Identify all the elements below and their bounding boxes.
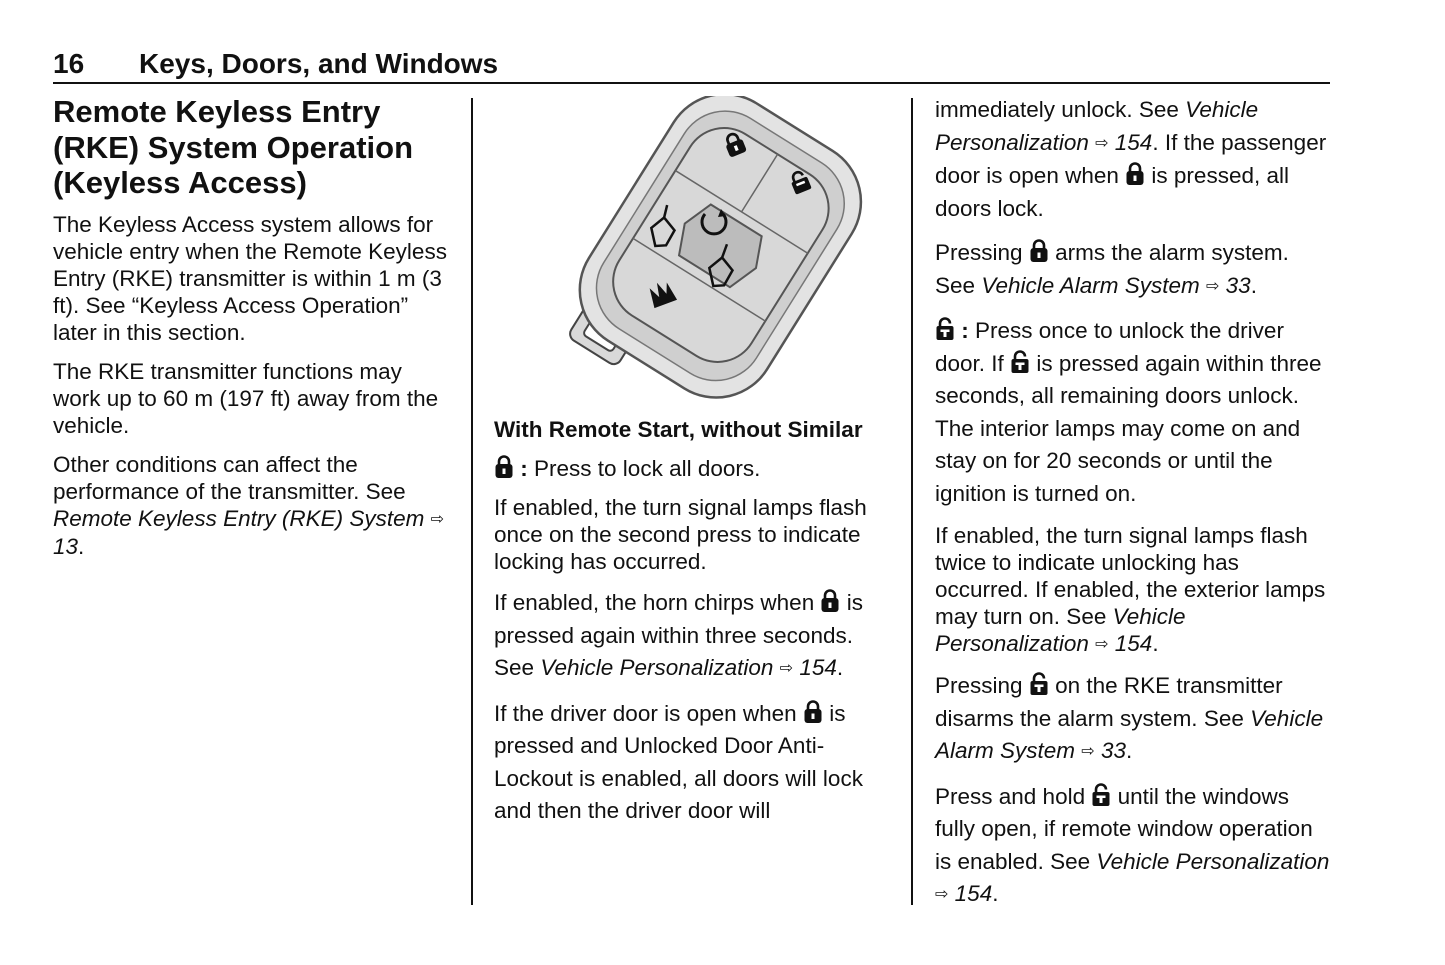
- paragraph: Press and hold until the windows fully open, if remote window operation is enabled. See Vehicle Personalization ⇨ 154.: [935, 783, 1330, 906]
- unlock-icon: [1029, 671, 1049, 696]
- reference-arrow-icon: ⇨: [430, 510, 445, 528]
- cross-reference-link[interactable]: Vehicle Alarm System: [981, 272, 1200, 298]
- page-reference[interactable]: 154: [1114, 129, 1153, 155]
- unlock-icon: [1010, 349, 1030, 374]
- reference-arrow-icon: ⇨: [1081, 743, 1095, 760]
- column-middle: [494, 96, 894, 840]
- paragraph: If enabled, the turn signal lamps flash twice to indicate unlocking has occurred. If enabled, the exterior lamps may turn on. See Vehicle Personalization ⇨ 154.: [935, 523, 1326, 656]
- column-left: [53, 94, 453, 572]
- lock-icon: [1029, 238, 1049, 263]
- column-divider: [471, 98, 473, 905]
- reference-arrow-icon: ⇨: [935, 886, 949, 903]
- reference-arrow-icon: ⇨: [1095, 636, 1109, 653]
- page-reference[interactable]: 154: [954, 881, 993, 906]
- paragraph: If the driver door is open when is pressed and Unlocked Door Anti-Lockout is enabled, all doors will lock and then the driver door will: [494, 700, 863, 823]
- page-reference[interactable]: 33: [1225, 272, 1251, 298]
- cross-reference-link[interactable]: Vehicle Alarm System: [935, 705, 1324, 763]
- paragraph: The RKE transmitter functions may work up to 60 m (197 ft) away from the vehicle.: [53, 358, 439, 438]
- lock-icon: [494, 454, 514, 479]
- cross-reference-link[interactable]: Vehicle Personalization: [1096, 848, 1330, 874]
- page-number: 16: [53, 48, 85, 79]
- paragraph: Pressing arms the alarm system. See Vehicle Alarm System ⇨ 33.: [935, 240, 1289, 298]
- key-fob-illustration: [524, 96, 864, 416]
- unlock-icon: [1091, 782, 1111, 807]
- paragraph: Other conditions can affect the performance of the transmitter. See Remote Keyless Entry (RKE) System ⇨ 13.: [53, 451, 445, 559]
- reference-arrow-icon: ⇨: [1095, 134, 1109, 152]
- figure-caption: With Remote Start, without Similar: [494, 417, 863, 442]
- section-heading: Remote Keyless Entry (RKE) System Operation (Keyless Access): [53, 94, 414, 200]
- reference-arrow-icon: ⇨: [1205, 277, 1220, 295]
- lock-icon: [803, 699, 823, 724]
- page-reference[interactable]: 33: [1100, 738, 1126, 763]
- paragraph: If enabled, the turn signal lamps flash once on the second press to indicate locking has occurred.: [494, 495, 867, 574]
- column-divider: [911, 98, 913, 905]
- lock-icon: [1125, 161, 1145, 186]
- unlock-icon: [935, 316, 955, 341]
- cross-reference-link[interactable]: Vehicle Personalization: [935, 604, 1186, 656]
- unlock-description: : Press once to unlock the driver door. If is pressed again within three seconds, all remaining doors unlock. The interior lamps may come on and stay on for 20 seconds or until the ignition is turned on.: [935, 318, 1322, 506]
- reference-arrow-icon: ⇨: [779, 660, 794, 677]
- cross-reference-link[interactable]: Vehicle Personalization: [935, 97, 1259, 155]
- cross-reference-link[interactable]: Remote Keyless Entry (RKE) System: [53, 505, 425, 531]
- paragraph: If enabled, the horn chirps when is pressed again within three seconds. See Vehicle Personalization ⇨ 154.: [494, 590, 863, 680]
- lock-description: : Press to lock all doors.: [494, 454, 894, 482]
- cross-reference-link[interactable]: Vehicle Personalization: [540, 655, 774, 680]
- page-header: [53, 46, 1330, 84]
- page-reference[interactable]: 13: [53, 533, 79, 559]
- section-title: Keys, Doors, and Windows: [139, 48, 499, 79]
- paragraph: The Keyless Access system allows for vehicle entry when the Remote Keyless Entry (RKE) transmitter is within 1 m (3 ft). See “Keyless Access Operation” later in this section.: [53, 211, 447, 345]
- paragraph: Pressing on the RKE transmitter disarms the alarm system. See Vehicle Alarm System ⇨ 33.: [935, 673, 1324, 763]
- page-reference[interactable]: 154: [799, 655, 837, 680]
- paragraph: immediately unlock. See Vehicle Personalization ⇨ 154. If the passenger door is open when is pressed, all doors lock.: [935, 97, 1327, 221]
- lock-icon: [820, 588, 840, 613]
- column-right: [935, 94, 1335, 924]
- page-reference[interactable]: 154: [1114, 631, 1153, 656]
